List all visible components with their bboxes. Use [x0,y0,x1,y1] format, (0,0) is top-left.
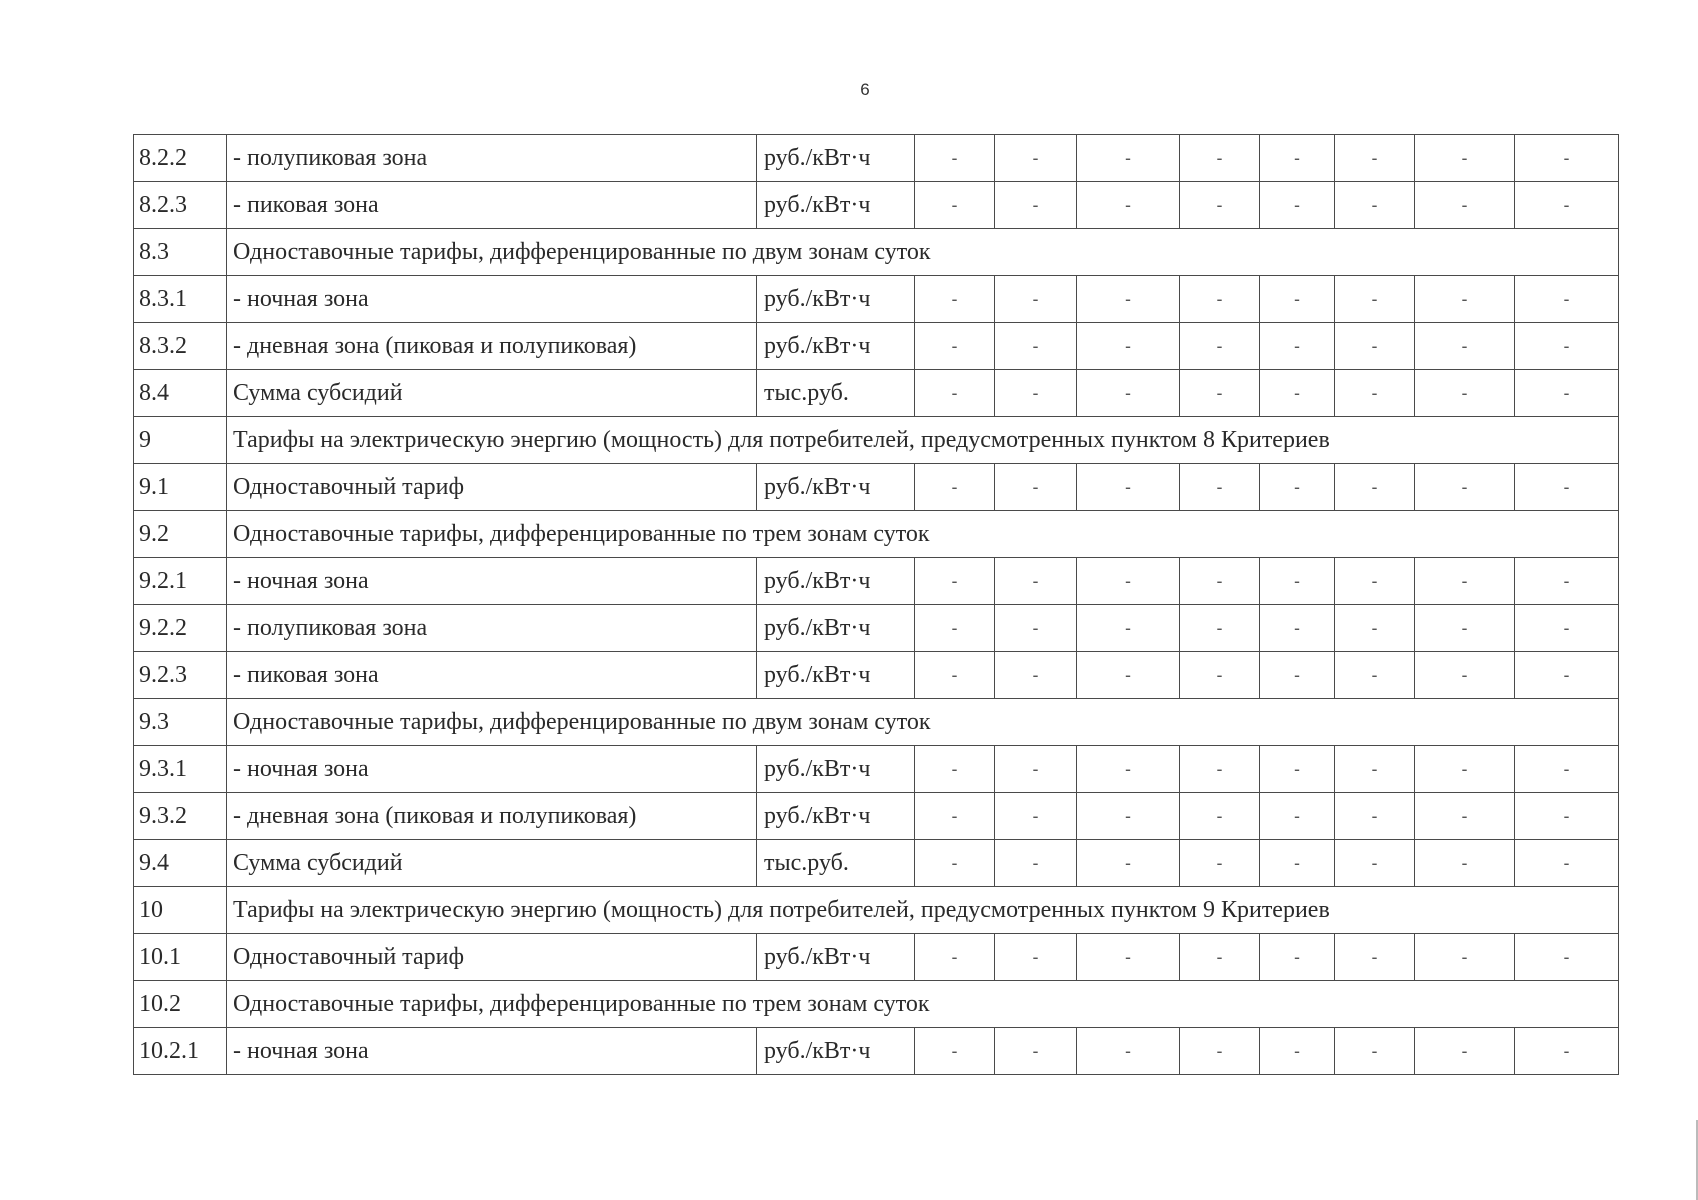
value-cell: - [1077,1028,1180,1075]
unit-cell: руб./кВт·ч [757,558,915,605]
value-cell: - [1260,323,1335,370]
value-cell: - [915,558,995,605]
unit-cell: руб./кВт·ч [757,323,915,370]
value-cell: - [915,1028,995,1075]
value-cell: - [995,276,1077,323]
value-cell: - [1415,323,1515,370]
unit-cell: тыс.руб. [757,840,915,887]
section-row [134,699,1619,746]
row-number: 9.4 [134,840,227,887]
table-row [134,840,1619,887]
value-cell: - [1077,182,1180,229]
value-cell: - [1077,652,1180,699]
row-number: 8.2.3 [134,182,227,229]
row-number: 9.3 [134,699,227,746]
tariff-table [133,134,1619,1075]
table-row [134,135,1619,182]
value-cell: - [1515,793,1619,840]
value-cell: - [1415,276,1515,323]
table-row [134,605,1619,652]
section-heading: Тарифы на электрическую энергию (мощность) для потребителей, предусмотренных пунктом 8 Критериев [227,417,1619,464]
value-cell: - [1335,840,1415,887]
value-cell: - [1077,605,1180,652]
value-cell: - [1077,323,1180,370]
value-cell: - [1260,370,1335,417]
unit-cell: руб./кВт·ч [757,1028,915,1075]
row-label: - ночная зона [227,558,757,605]
value-cell: - [915,182,995,229]
row-number: 9.3.2 [134,793,227,840]
unit-cell: руб./кВт·ч [757,934,915,981]
table-row [134,276,1619,323]
value-cell: - [1180,323,1260,370]
value-cell: - [1180,182,1260,229]
value-cell: - [1260,558,1335,605]
row-label: - ночная зона [227,276,757,323]
table-row [134,793,1619,840]
value-cell: - [1180,558,1260,605]
value-cell: - [915,793,995,840]
row-label: Одноставочный тариф [227,464,757,511]
value-cell: - [1515,605,1619,652]
row-label: - дневная зона (пиковая и полупиковая) [227,323,757,370]
value-cell: - [1180,276,1260,323]
unit-cell: руб./кВт·ч [757,793,915,840]
value-cell: - [1180,840,1260,887]
value-cell: - [995,1028,1077,1075]
section-row [134,229,1619,276]
table-row [134,182,1619,229]
value-cell: - [1415,182,1515,229]
section-heading: Одноставочные тарифы, дифференцированные по трем зонам суток [227,981,1619,1028]
value-cell: - [1335,182,1415,229]
value-cell: - [915,746,995,793]
row-number: 8.3.2 [134,323,227,370]
value-cell: - [1515,135,1619,182]
table-row [134,934,1619,981]
value-cell: - [995,323,1077,370]
unit-cell: руб./кВт·ч [757,605,915,652]
section-row [134,511,1619,558]
value-cell: - [1260,605,1335,652]
value-cell: - [995,793,1077,840]
value-cell: - [1260,464,1335,511]
value-cell: - [995,558,1077,605]
row-label: - пиковая зона [227,182,757,229]
row-number: 9.1 [134,464,227,511]
value-cell: - [1180,793,1260,840]
value-cell: - [915,370,995,417]
row-label: - полупиковая зона [227,605,757,652]
value-cell: - [1415,1028,1515,1075]
value-cell: - [1077,558,1180,605]
value-cell: - [1260,840,1335,887]
value-cell: - [1077,746,1180,793]
row-number: 8.4 [134,370,227,417]
value-cell: - [915,464,995,511]
value-cell: - [995,746,1077,793]
row-number: 9.2.3 [134,652,227,699]
value-cell: - [1335,323,1415,370]
value-cell: - [1077,793,1180,840]
row-number: 10.2 [134,981,227,1028]
row-number: 9.2.1 [134,558,227,605]
row-label: - ночная зона [227,1028,757,1075]
value-cell: - [1415,605,1515,652]
value-cell: - [915,135,995,182]
value-cell: - [1260,934,1335,981]
value-cell: - [1077,840,1180,887]
value-cell: - [1335,464,1415,511]
value-cell: - [995,934,1077,981]
value-cell: - [1335,793,1415,840]
value-cell: - [1415,652,1515,699]
section-heading: Одноставочные тарифы, дифференцированные по двум зонам суток [227,229,1619,276]
row-number: 10 [134,887,227,934]
value-cell: - [1335,746,1415,793]
value-cell: - [1260,276,1335,323]
value-cell: - [1335,276,1415,323]
value-cell: - [1335,652,1415,699]
value-cell: - [995,135,1077,182]
value-cell: - [1335,370,1415,417]
page-number: 6 [860,80,870,99]
value-cell: - [1515,276,1619,323]
value-cell: - [1335,605,1415,652]
value-cell: - [1077,135,1180,182]
value-cell: - [1515,934,1619,981]
value-cell: - [1335,1028,1415,1075]
value-cell: - [1260,135,1335,182]
row-number: 8.2.2 [134,135,227,182]
value-cell: - [1515,370,1619,417]
value-cell: - [915,652,995,699]
value-cell: - [1415,746,1515,793]
value-cell: - [995,652,1077,699]
value-cell: - [995,370,1077,417]
row-label: Сумма субсидий [227,370,757,417]
value-cell: - [1077,276,1180,323]
value-cell: - [1515,182,1619,229]
value-cell: - [995,840,1077,887]
section-heading: Тарифы на электрическую энергию (мощность) для потребителей, предусмотренных пунктом 9 Критериев [227,887,1619,934]
value-cell: - [915,934,995,981]
value-cell: - [1415,370,1515,417]
value-cell: - [1180,1028,1260,1075]
value-cell: - [1415,558,1515,605]
section-heading: Одноставочные тарифы, дифференцированные по трем зонам суток [227,511,1619,558]
row-number: 8.3.1 [134,276,227,323]
value-cell: - [1335,558,1415,605]
table-row [134,464,1619,511]
value-cell: - [1180,652,1260,699]
value-cell: - [915,605,995,652]
row-number: 10.1 [134,934,227,981]
row-label: - полупиковая зона [227,135,757,182]
value-cell: - [1180,746,1260,793]
unit-cell: руб./кВт·ч [757,746,915,793]
unit-cell: тыс.руб. [757,370,915,417]
value-cell: - [995,605,1077,652]
value-cell: - [1515,746,1619,793]
value-cell: - [1260,1028,1335,1075]
row-number: 10.2.1 [134,1028,227,1075]
value-cell: - [1180,464,1260,511]
value-cell: - [1415,135,1515,182]
value-cell: - [1260,746,1335,793]
value-cell: - [1515,323,1619,370]
value-cell: - [1335,934,1415,981]
value-cell: - [1515,652,1619,699]
section-heading: Одноставочные тарифы, дифференцированные по двум зонам суток [227,699,1619,746]
row-label: - дневная зона (пиковая и полупиковая) [227,793,757,840]
row-number: 9 [134,417,227,464]
value-cell: - [995,464,1077,511]
value-cell: - [1180,135,1260,182]
table-row [134,746,1619,793]
value-cell: - [1077,464,1180,511]
value-cell: - [1077,934,1180,981]
value-cell: - [1515,840,1619,887]
section-row [134,981,1619,1028]
table-body [134,135,1619,1075]
row-number: 9.3.1 [134,746,227,793]
value-cell: - [1415,464,1515,511]
value-cell: - [1335,135,1415,182]
table-row [134,323,1619,370]
row-label: Одноставочный тариф [227,934,757,981]
unit-cell: руб./кВт·ч [757,135,915,182]
value-cell: - [1260,652,1335,699]
table-row [134,1028,1619,1075]
value-cell: - [1077,370,1180,417]
value-cell: - [915,276,995,323]
value-cell: - [1415,793,1515,840]
row-label: - ночная зона [227,746,757,793]
row-number: 8.3 [134,229,227,276]
row-label: - пиковая зона [227,652,757,699]
value-cell: - [1260,793,1335,840]
row-number: 9.2.2 [134,605,227,652]
value-cell: - [1180,934,1260,981]
value-cell: - [1515,1028,1619,1075]
value-cell: - [1415,840,1515,887]
value-cell: - [915,323,995,370]
table-row [134,652,1619,699]
value-cell: - [995,182,1077,229]
unit-cell: руб./кВт·ч [757,276,915,323]
value-cell: - [1180,605,1260,652]
row-label: Сумма субсидий [227,840,757,887]
value-cell: - [1180,370,1260,417]
value-cell: - [1260,182,1335,229]
value-cell: - [915,840,995,887]
row-number: 9.2 [134,511,227,558]
section-row [134,887,1619,934]
unit-cell: руб./кВт·ч [757,464,915,511]
value-cell: - [1415,934,1515,981]
table-row [134,558,1619,605]
unit-cell: руб./кВт·ч [757,182,915,229]
value-cell: - [1515,558,1619,605]
unit-cell: руб./кВт·ч [757,652,915,699]
table-row [134,370,1619,417]
section-row [134,417,1619,464]
value-cell: - [1515,464,1619,511]
